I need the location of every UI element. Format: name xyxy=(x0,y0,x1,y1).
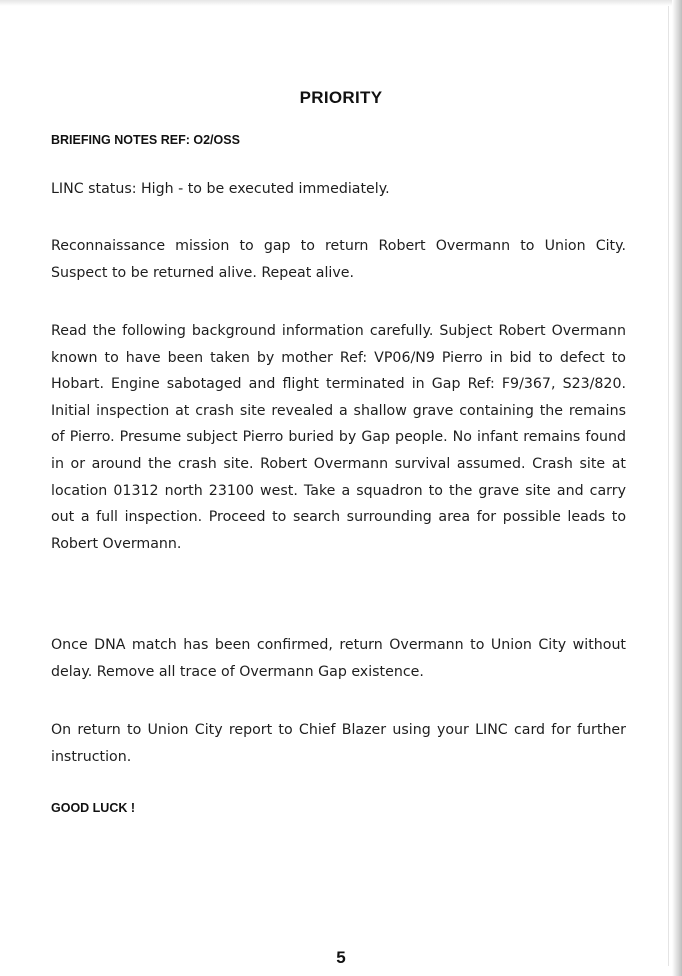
paragraph-background: Read the following background information carefully. Subject Robert Overmann known to have been taken by mother Ref: VP06/N9 Pierro in bid to defect to Hobart. Engine sabotaged and flight terminated in Gap Ref: F9/367, S23/820. Initial inspection at crash site revealed a shallow grave containing the remains of Pierro. Presume subject Pierro buried by Gap people. No infant remains found in or around the crash site. Robert Overmann survival assumed. Crash site at location 01312 north 23100 west. Take a squadron to the grave site and carry out a full inspection. Proceed to search surrounding area for possible leads to Robert Overmann. xyxy=(51,323,626,552)
closing-text: GOOD LUCK ! xyxy=(51,801,136,815)
paragraph-status: LINC status: High - to be executed immediately. xyxy=(51,181,390,197)
scan-edge-top xyxy=(0,0,682,6)
briefing-reference: BRIEFING NOTES REF: O2/OSS xyxy=(51,133,240,147)
page-title: PRIORITY xyxy=(299,88,383,107)
page-number: 5 xyxy=(336,948,346,967)
paragraph-return: On return to Union City report to Chief Blazer using your LINC card for further instruction. xyxy=(51,722,626,765)
paragraph-mission: Reconnaissance mission to gap to return Robert Overmann to Union City. Suspect to be returned alive. Repeat alive. xyxy=(51,238,626,281)
scan-edge-right xyxy=(672,0,682,976)
scan-edge-line xyxy=(668,6,669,966)
paragraph-dna-match: Once DNA match has been confirmed, return Overmann to Union City without delay. Remove all trace of Overmann Gap existence. xyxy=(51,637,626,680)
